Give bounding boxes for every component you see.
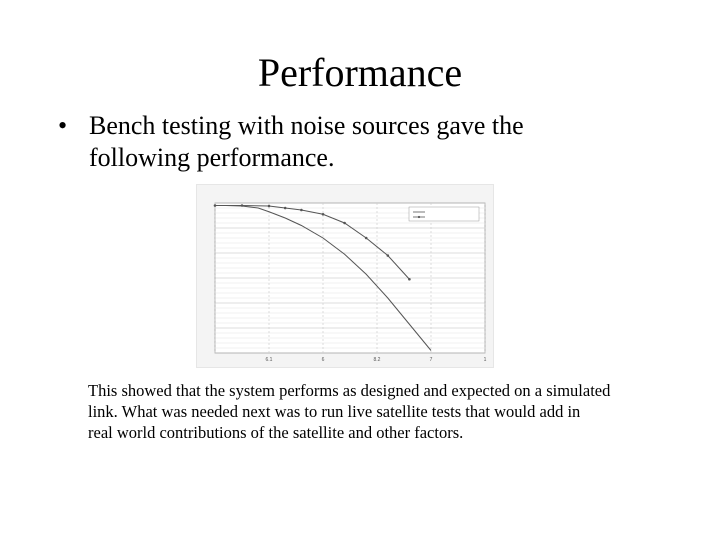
bullet-line-2: following performance. xyxy=(89,143,335,172)
caption-line-3: real world contributions of the satellite and other factors. xyxy=(88,423,464,442)
legend-box xyxy=(409,207,479,221)
bullet-marker: • xyxy=(58,111,68,140)
x-tick-label: 7 xyxy=(429,357,433,363)
caption-line-1: This showed that the system performs as designed and expected on a simulated xyxy=(88,381,611,400)
performance-chart xyxy=(196,184,494,368)
legend-marker-2 xyxy=(418,216,420,218)
caption-line-2: link. What was needed next was to run live satellite tests that would add in xyxy=(88,402,581,421)
x-tick-label: 8.2 xyxy=(373,357,381,363)
series-2-point xyxy=(268,205,271,208)
series-2-point xyxy=(365,237,368,240)
x-tick-label: 1 xyxy=(483,357,487,363)
series-2-point xyxy=(214,204,217,207)
x-tick-label: 6 xyxy=(321,357,325,363)
series-2-point xyxy=(322,213,325,216)
slide-title: Performance xyxy=(257,50,463,95)
series-2-point xyxy=(284,207,287,210)
bullet-line-1: Bench testing with noise sources gave the xyxy=(89,111,524,140)
bullet-text xyxy=(89,110,649,174)
chart-svg xyxy=(197,185,493,367)
series-2-point xyxy=(241,204,244,207)
series-2-point xyxy=(408,278,411,281)
series-2-point xyxy=(343,222,346,225)
series-2-point xyxy=(387,254,390,257)
series-2-point xyxy=(300,209,303,212)
x-tick-label: 6.1 xyxy=(265,357,273,363)
caption xyxy=(88,380,678,443)
